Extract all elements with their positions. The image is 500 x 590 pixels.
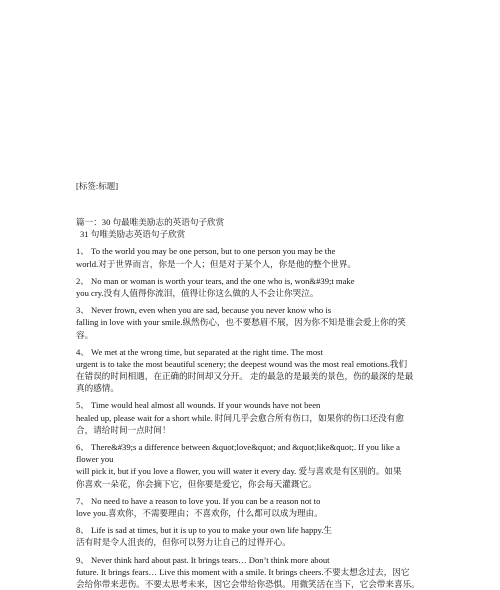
text-line: 活有时是令人沮丧的，但你可以努力让自己的过得开心。 [76, 537, 291, 548]
text-line: 合，请给时间一点时间！ [76, 424, 171, 435]
text-line: will pick it, but if you love a flower, you will water it every day. 爱与喜欢是有区别的。如果 [76, 466, 402, 477]
article-body [76, 216, 428, 590]
text-line: 2、 No man or woman is worth your tears, and the one who is, won&#39;t make [76, 275, 355, 286]
text-line: 真的感情。 [76, 383, 119, 394]
article-heading: 篇一：30 句最唯美励志的英语句子欣赏 [76, 217, 225, 227]
article-subheading: 31 句唯美励志英语句子欣赏 [80, 229, 186, 240]
text-line: love you.喜欢你，不需要理由；不喜欢你，什么都可以成为理由。 [76, 507, 323, 518]
text-line: 你喜欢一朵花，你会摘下它，但你要是爱它，你会每天灌溉它。 [76, 478, 317, 489]
text-line: 在错误的时间相遇，在正确的时间却又分开。 走的最急的是最美的景色，伤的最深的是最 [76, 371, 414, 382]
text-line: future. It brings fears… Live this moment with a smile. It brings cheers.不要太想念过去，因它 [76, 566, 410, 577]
text-line: healed up, please wait for a short while. 时间几乎会愈合所有伤口，如果你的伤口还没有愈 [76, 412, 404, 423]
text-line: you cry.没有人值得你流泪，值得让你这么做的人不会让你哭泣。 [76, 287, 319, 298]
text-line: 4、 We met at the wrong time, but separated at the right time. The most [76, 346, 323, 357]
text-line: 3、 Never frown, even when you are sad, because you never know who is [76, 305, 332, 316]
text-line: 7、 No need to have a reason to love you. If you can be a reason not to [76, 495, 321, 506]
text-line: flower you [76, 454, 114, 465]
tag-label: [标签:标题] [76, 181, 119, 191]
text-line: 9、 Never think hard about past. It brings tears… Don’t think more about [76, 554, 330, 565]
text-line: 8、 Life is sad at times, but it is up to you to make your own life happy.生 [76, 525, 333, 536]
text-line: 5、 Time would heal almost all wounds. If your wounds have not been [76, 400, 321, 411]
text-line: falling in love with your smile.纵然伤心，也不要愁眉不展，因为你不知是谁会爱上你的笑 [76, 317, 406, 328]
text-line: 会给你带来悲伤。不要太思考未来，因它会带给你恐惧。用微笑活在当下，它会带来喜乐。 [76, 578, 420, 589]
text-line: 6、 There&#39;s a difference between &quot;love&quot; and &quot;like&quot;. If you like a [76, 442, 400, 452]
text-line: 1、 To the world you may be one person, but to one person you may be the [76, 246, 336, 257]
text-line: 容。 [76, 329, 94, 340]
text-line: urgent is to take the most beautiful scenery; the deepest wound was the most real emotions.我们 [76, 358, 408, 369]
text-line: world.对于世界而言，你是一个人；但是对于某个人，你是他的整个世界。 [76, 258, 357, 269]
